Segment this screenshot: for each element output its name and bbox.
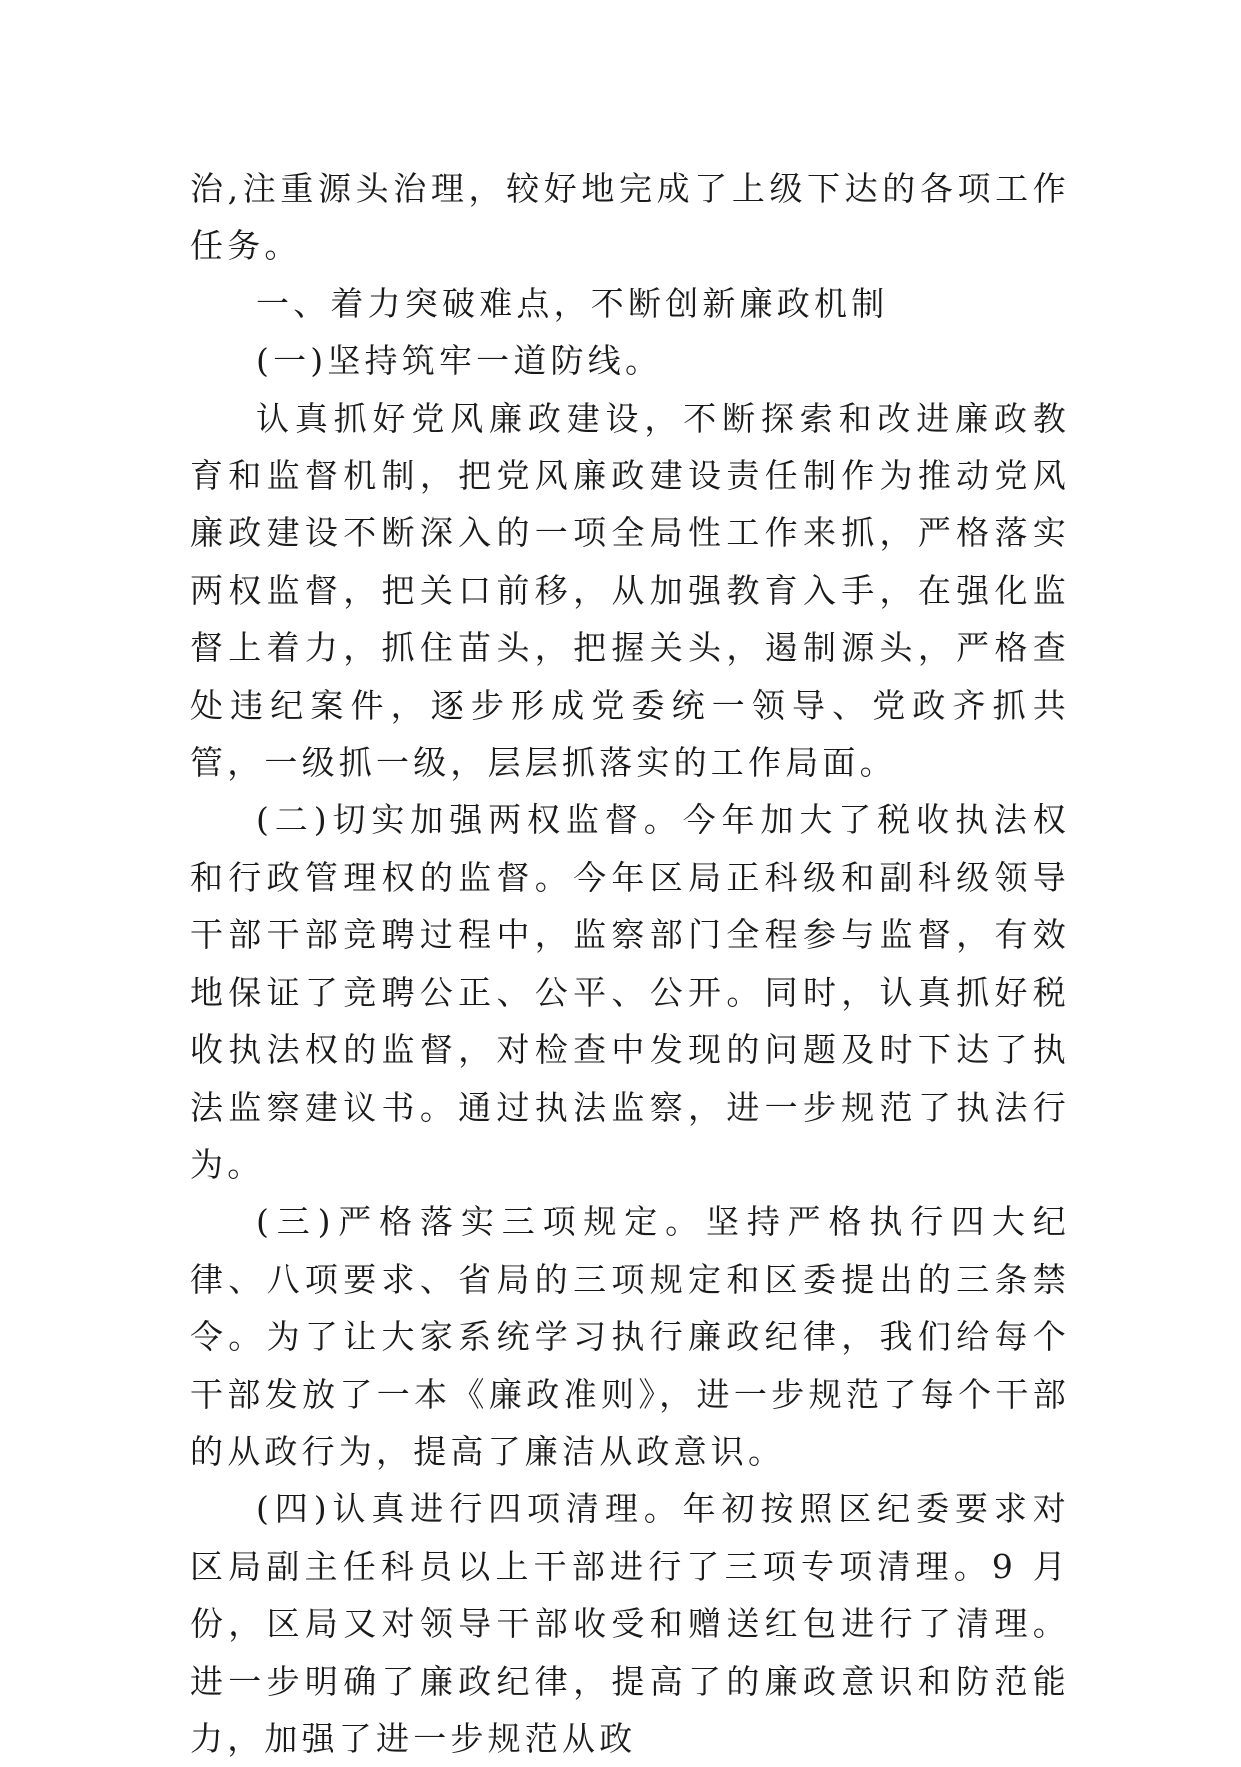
body-paragraph: (四)认真进行四项清理。年初按照区纪委要求对区局副主任科员以上干部进行了三项专项清理。9 月份，区局又对领导干部收受和赠送红包进行了清理。进一步明确了廉政纪律，提高了的廉政意识和防范能力，加强了进一步规范从政 xyxy=(190,1489,1070,1758)
document-page xyxy=(190,160,1070,1767)
body-paragraph: (三)严格落实三项规定。坚持严格执行四大纪律、八项要求、省局的三项规定和区委提出的三条禁令。为了让大家系统学习执行廉政纪律，我们给每个干部发放了一本《廉政准则》，进一步规范了每个干部的从政行为，提高了廉洁从政意识。 xyxy=(190,1202,1070,1471)
section-heading: 一、着力突破难点，不断创新廉政机制 xyxy=(256,283,889,323)
body-paragraph: (二)切实加强两权监督。今年加大了税收执法权和行政管理权的监督。今年区局正科级和副科级领导干部干部竞聘过程中，监察部门全程参与监督，有效地保证了竞聘公正、公平、公开。同时，认真抓好税收执法权的监督，对检查中发现的问题及时下达了执法监察建议书。通过执法监察，进一步规范了执法行为。 xyxy=(190,800,1070,1184)
paragraph-continuation: 治,注重源头治理，较好地完成了上级下达的各项工作任务。 xyxy=(190,169,1070,266)
subsection-heading: (一)坚持筑牢一道防线。 xyxy=(256,341,663,381)
body-paragraph: 认真抓好党风廉政建设，不断探索和改进廉政教育和监督机制，把党风廉政建设责任制作为推动党风廉政建设不断深入的一项全局性工作来抓，严格落实两权监督，把关口前移，从加强教育入手，在强化监督上着力，抓住苗头，把握关头，遏制源头，严格查处违纪案件，逐步形成党委统一领导、党政齐抓共管，一级抓一级，层层抓落实的工作局面。 xyxy=(190,398,1070,783)
